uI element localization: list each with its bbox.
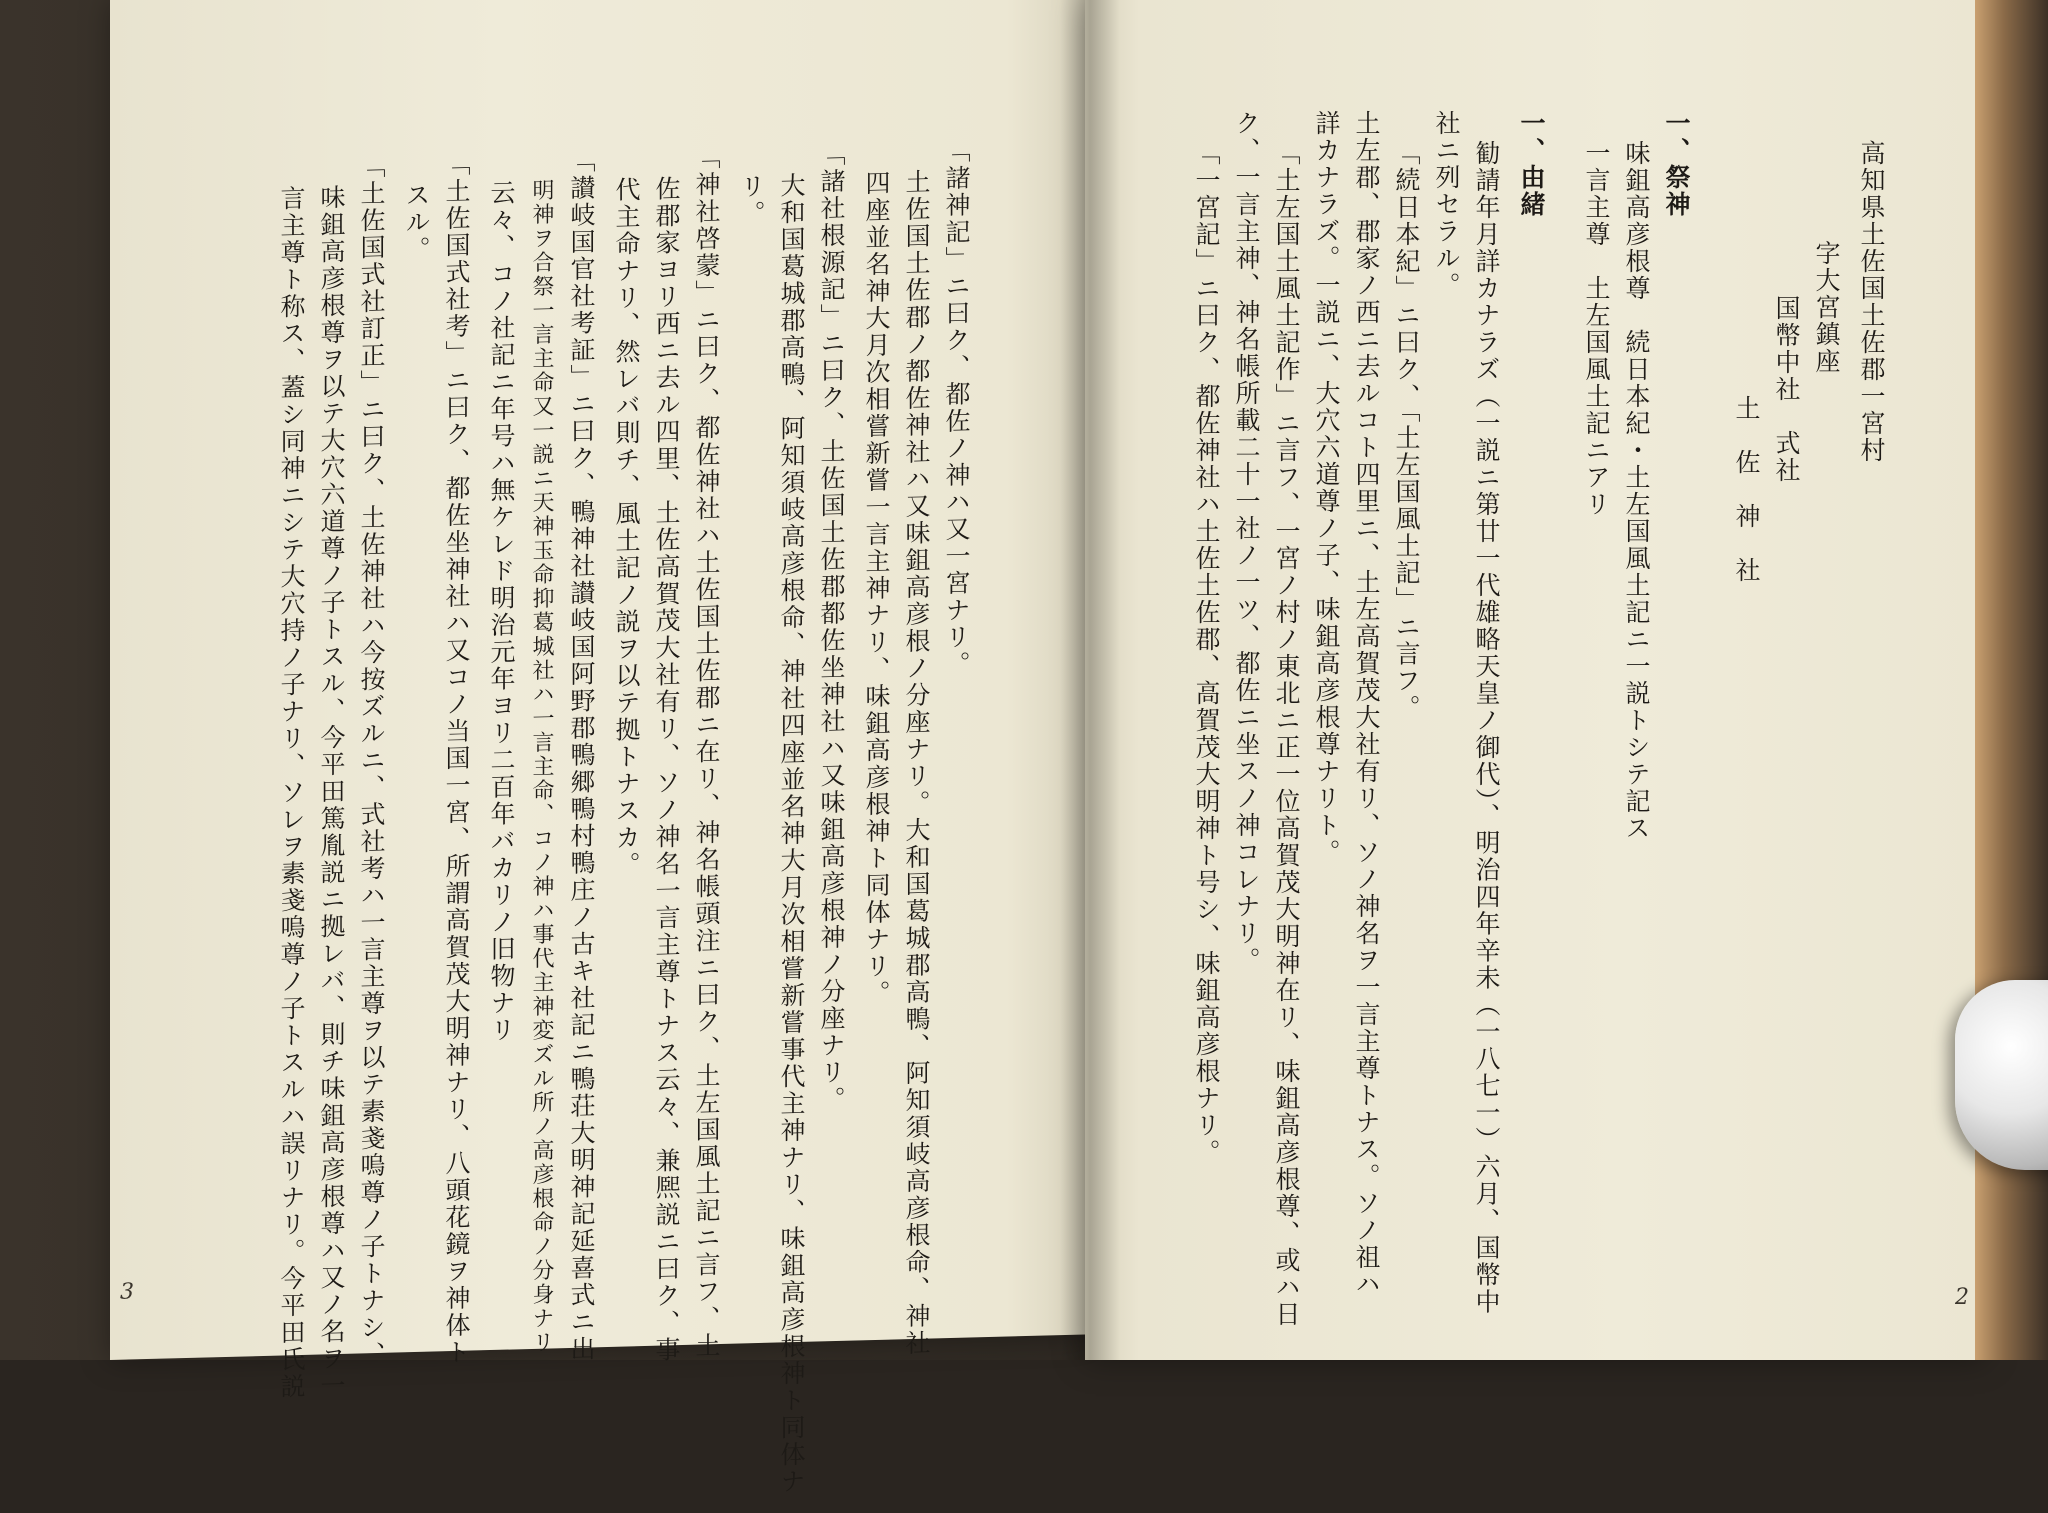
right-col-9: 勧請年月詳カナラズ（一説ニ第廿一代雄略天皇ノ御代）、明治四年辛未（一八七一）六月、国幣中 (1472, 140, 1501, 1316)
left-col-9: 代主命ナリ、然レバ則チ、風土記ノ説ヲ以テ拠トナスカ。 (612, 176, 641, 879)
left-col-13: 「土佐国式社考」ニ曰ク、都佐坐神社ハ又コノ当国一宮、所謂高賀茂大明神ナリ、八頭花鏡ヲ神体ト (442, 150, 471, 1367)
right-col-11: 「続日本紀」ニ曰ク、「土左国風土記」ニ言フ。 (1392, 140, 1421, 722)
paperweight-object (1955, 980, 2048, 1170)
right-col-15: ク、一言主神、神名帳所載二十一社ノ一ツ、都佐ニ坐スノ神コレナリ。 (1232, 110, 1261, 974)
right-col-6: 味鉏高彦根尊 続日本紀・土左国風土記ニ一説トシテ記ス (1622, 140, 1651, 842)
left-col-5: 大和国葛城郡高鴨、阿知須岐高彦根命、神社四座並名神大月次相嘗新嘗事代主神ナリ、味鉏高彦根神ト同体ナ (777, 171, 806, 1496)
right-col-13: 詳カナラズ。一説ニ、大穴六道尊ノ子、味鉏高彦根尊ナリト。 (1312, 110, 1341, 866)
right-col-1: 高知県土佐国土佐郡一宮村 (1857, 140, 1886, 464)
left-col-1: 「諸神記」ニ曰ク、都佐ノ神ハ又一宮ナリ。 (942, 137, 971, 679)
right-col-14: 「土左国土風土記作」ニ言フ、一宮ノ村ノ東北ニ正一位高賀茂大明神在リ、味鉏高彦根尊、或ハ日 (1272, 140, 1301, 1328)
left-col-17: 言主尊ト称ス、蓋シ同神ニシテ大穴持ノ子ナリ、ソレヲ素戔嗚尊ノ子トスルハ誤リナリ。今平田氏説 (277, 184, 306, 1401)
left-col-7: 「神社啓蒙」ニ曰ク、都佐神社ハ土佐国土佐郡ニ在リ、神名帳頭注ニ曰ク、土左国風土記ニ言フ、土 (692, 144, 721, 1360)
right-col-4: 土 佐 神 社 (1732, 395, 1761, 584)
right-col-3: 国幣中社 式社 (1772, 295, 1801, 484)
left-col-11: 明神ヲ合祭一言主命又一説ニ天神玉命抑葛城社ハ一言主命、コノ神ハ事代主神変ズル所ノ高彦根命ノ分身ナリ (529, 178, 554, 1356)
left-col-2: 土佐国土佐郡ノ都佐神社ハ又味鉏高彦根ノ分座ナリ。大和国葛城郡高鴨、阿知須岐高彦根命、神社 (902, 168, 931, 1358)
right-col-12: 土左郡、郡家ノ西ニ去ルコト四里ニ、土左高賀茂大社有リ、ソノ神名ヲ一言主尊トナス。ソノ祖ハ (1352, 110, 1381, 1298)
right-col-7: 一言主尊 土左国風土記ニアリ (1582, 140, 1611, 518)
left-col-3: 四座並名神大月次相嘗新嘗一言主神ナリ、味鉏高彦根神ト同体ナリ。 (862, 169, 891, 1008)
left-col-15: 「土佐国式社訂正」ニ曰ク、土佐神社ハ今按ズルニ、式社考ハ一言主尊ヲ以テ素戔嗚尊ノ子トナシ、 (357, 152, 386, 1369)
right-col-5-heading-saijin: 一、祭神 (1662, 110, 1691, 218)
left-col-16: 味鉏高彦根尊ヲ以テ大穴六道尊ノ子トスル、今平田篤胤説ニ拠レバ、則チ味鉏高彦根尊ハ又ノ名ヲ一 (317, 183, 346, 1400)
right-col-2: 字大宮鎮座 (1812, 240, 1841, 375)
right-page (1085, 0, 1985, 1360)
left-col-12: 云々、コノ社記ニ年号ハ無ケレド明治元年ヨリ二百年バカリノ旧物ナリ (487, 179, 516, 1045)
right-col-8-heading-yuisho: 一、由緒 (1517, 110, 1546, 218)
right-page-number: 2 (1955, 1285, 1969, 1310)
book-gutter-shadow (1060, 0, 1120, 1360)
left-col-6: リ。 (737, 172, 766, 228)
right-col-16: 「一宮記」ニ曰ク、都佐神社ハ土佐土佐郡、高賀茂大明神ト号シ、味鉏高彦根ナリ。 (1192, 140, 1221, 1166)
left-page (110, 0, 1085, 1496)
left-page-number: 3 (120, 1279, 134, 1305)
left-col-8: 佐郡家ヨリ西ニ去ル四里、土佐高賀茂大社有リ、ソノ神名一言主尊トナス云々、兼熈説ニ曰ク、事 (652, 175, 681, 1364)
left-col-4: 「諸社根源記」ニ曰ク、土佐国土佐郡都佐坐神社ハ又味鉏高彦根神ノ分座ナリ。 (817, 140, 846, 1114)
left-col-14: スル。 (402, 181, 431, 264)
right-col-10: 社ニ列セラル。 (1432, 110, 1461, 299)
left-col-10: 「讃岐国官社考証」ニ曰ク、鴨神社讃岐国阿野郡鴨郷鴨村鴨庄ノ古キ社記ニ鴨荘大明神記延喜式ニ出 (567, 147, 596, 1364)
